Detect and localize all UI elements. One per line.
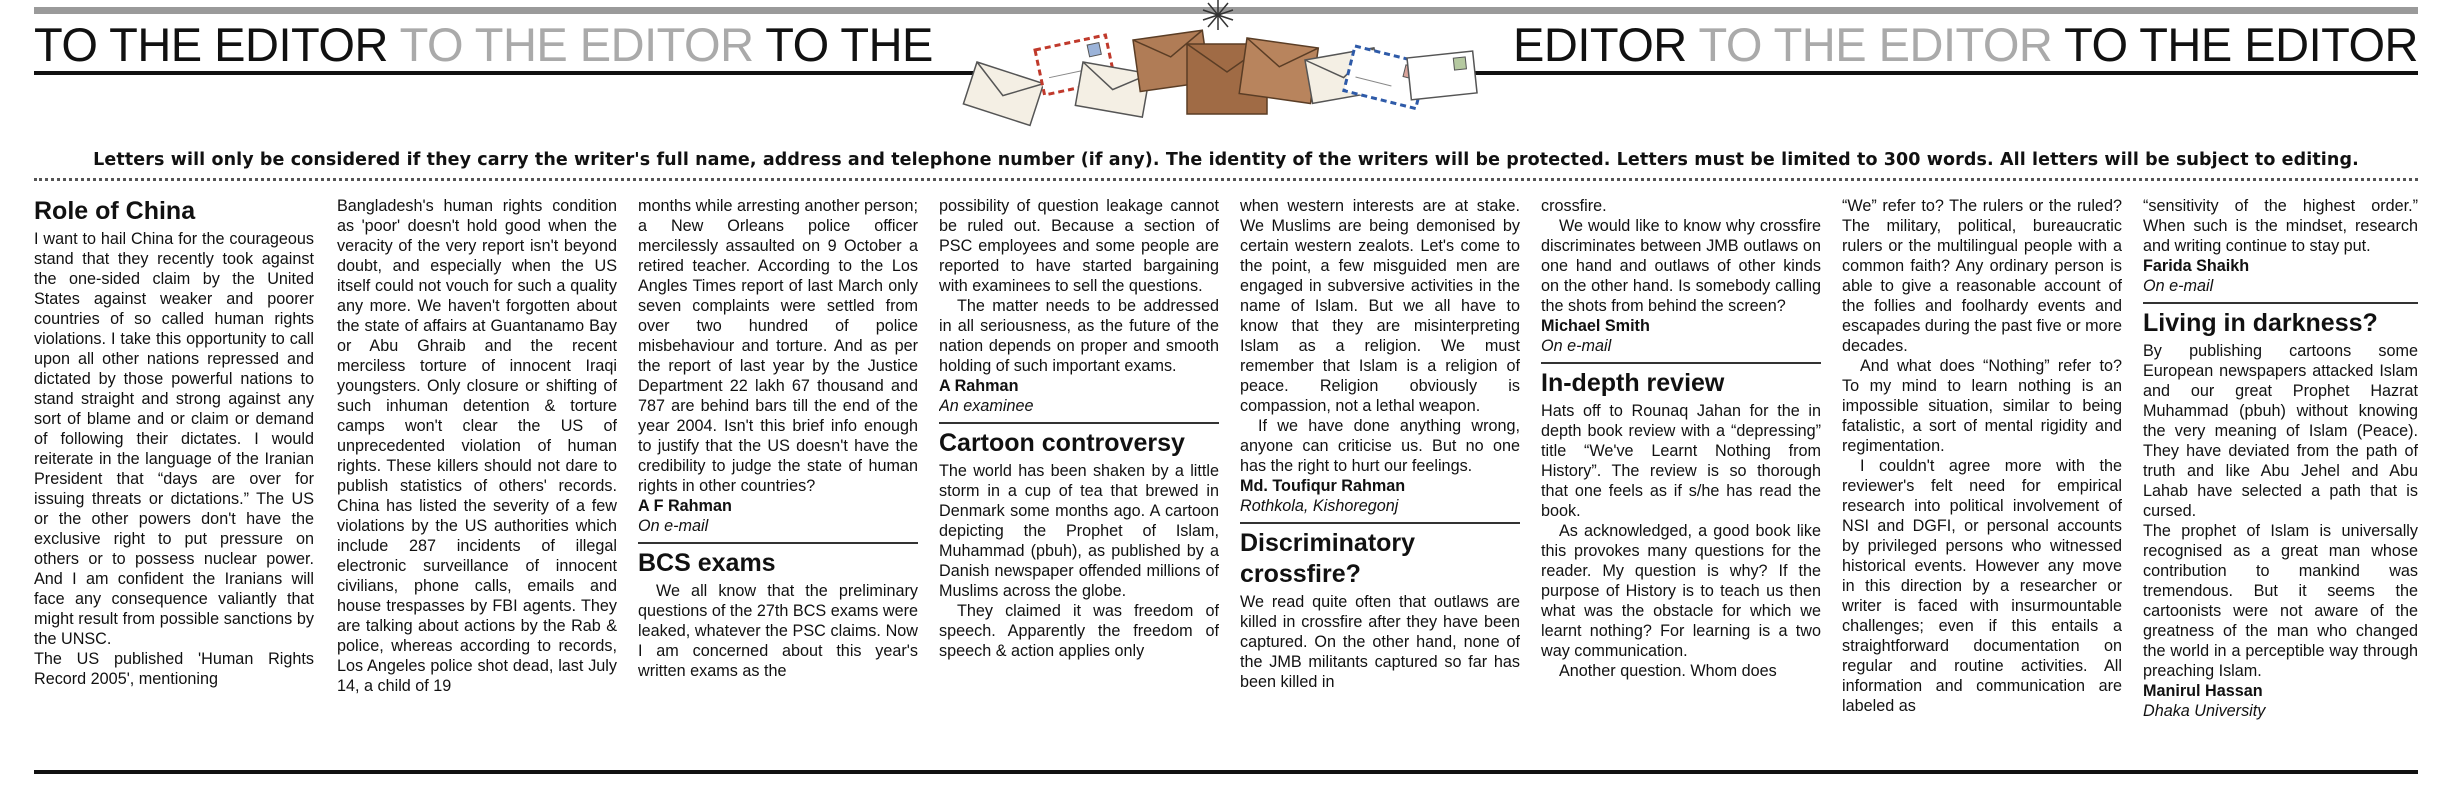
letter-author: Farida Shaikh: [2143, 257, 2250, 275]
letter-paragraph-continued: possibility of question leakage cannot be ruled out. Because a section of PSC employees and some people are reported to have started bargaining with examinees to sell the questions.: [939, 197, 1219, 295]
letter-paragraph: We would like to know why crossfire discriminates between JMB outlaws on one hand and outlaws of other kinds on the other hand. Is somebody calling the shots from behind the screen?: [1541, 217, 1821, 315]
column-1: [34, 196, 314, 766]
masthead-rule-right: [1455, 71, 2418, 75]
masthead-text: TO THE EDITOR: [34, 18, 388, 71]
letter-paragraph: Another question. Whom does: [1559, 662, 1777, 680]
letter-paragraph-continued: months while arresting another person; a New Orleans police officer mercilessly assaulted on 9 October a retired teacher. According to the Los Angles Times report of last March only seven complaints were settled from over two hundred of police misbehaviour and torture. And as per the report of last year by the Justice Department 22 lakh 67 thousand and 787 are behind bars till the end of the year 2004. Isn't this brief info enough to justify that the US doesn't have the credibility to judge the state of human rights in other countries?: [638, 197, 918, 495]
letter-location: An examinee: [939, 397, 1034, 415]
letter-paragraph-continued: crossfire.: [1541, 197, 1607, 215]
letter-paragraph: We read quite often that outlaws are killed in crossfire after they have been captured. On the other hand, none of the JMB militants captured so far has been killed in: [1240, 593, 1520, 691]
bottom-rule: [34, 770, 2418, 774]
letter-heading: Cartoon controversy: [939, 422, 1219, 459]
letter-paragraph: They claimed it was freedom of speech. Apparently the freedom of speech & action applies only: [939, 602, 1219, 660]
column-2: [337, 196, 617, 766]
column-3: [638, 196, 918, 766]
masthead-text: TO THE: [765, 18, 933, 71]
envelope-icon: [963, 62, 1043, 125]
envelopes-illustration: [955, 0, 1495, 140]
letter-paragraph: And what does “Nothing” refer to? To my mind to learn nothing is an impossible situation, similar to being fatalistic, a sort of mental rigidity and regimentation.: [1842, 357, 2122, 455]
letter-author: Michael Smith: [1541, 317, 1650, 335]
envelope-icon: [1407, 51, 1477, 100]
letter-paragraph-continued: “We” refer to? The rulers or the ruled? The military, political, bureaucratic rulers or the multilingual people with a common faith? Any ordinary person is able to give a reasonable account of the follies and foolhardy events and escapades during the past five or more decades.: [1842, 197, 2122, 355]
masthead-text: EDITOR: [1513, 18, 1687, 71]
starburst-icon: [1203, 0, 1233, 30]
letter-paragraph: I want to hail China for the courageous stand that they recently took against the one-sided claim by the United States against weaker and poorer countries of so called human rights violations. I take this opportunity to call upon all other nations repressed and dictated by those powerful nations to stand straight and strong against any sort of blame and or claim or demand of following their dictates. I would reiterate in the language of the Iranian President that “days are over for issuing threats or dictations.” The US or the other powers don't have the exclusive right to put pressure on others or to possess nuclear power. And I am confident the Iranians will face any consequence valiantly that might result from possible sanctions by the UNSC.: [34, 230, 314, 648]
masthead-text-faded: TO THE EDITOR: [1698, 18, 2053, 71]
letter-paragraph: Hats off to Rounaq Jahan for the in depth book review with a “depressing” title “We've Learnt Nothing from History”. The review is so thorough that one feels as if s/he has read the book.: [1541, 402, 1821, 520]
letter-paragraph: By publishing cartoons some European newspapers attacked Islam and our great Prophet Hazrat Muhammad (pbuh) without knowing the very meaning of Islam (Peace). They have deviated from the path of truth and like Abu Jehel and Abu Lahab have selected a path that is cursed.: [2143, 342, 2418, 520]
letter-paragraph-continued: Bangladesh's human rights condition as 'poor' doesn't hold good when the veracity of the very report isn't beyond doubt, and especially when the US itself could not vouch for such a quality any more. We haven't forgotten about the state of affairs at Guantanamo Bay or Abu Ghraib and the recent merciless torture of innocent Iraqi youngsters. Only closure or shifting of such inhuman detention & torture camps won't clear the US of unprecedented violation of human rights. These killers should not dare to publish statistics of others' records. China has listed the severity of a few violations by the US authorities which include 287 incidents of illegal electronic surveillance of innocent civilians, phone calls, emails and house trespasses by FBI agents. They are talking about actions by the Rab & police, whereas according to records, Los Angeles police shot dead, last July 14, a child of 19: [337, 197, 617, 695]
letter-author: A F Rahman: [638, 497, 732, 515]
letter-location: On e-mail: [1541, 337, 1612, 355]
column-6: [1541, 196, 1821, 766]
letter-paragraph: I couldn't agree more with the reviewer's felt need for empirical research into political involvement of NSI and DGFI, or personal accounts by privileged persons who witnessed historical events. However any move in this direction by a researcher or writer is faced with insurmountable challenges; even if this entails a straightforward documentation on regular and routine activities. All information and communication are labeled as: [1842, 457, 2122, 715]
letter-paragraph: As acknowledged, a good book like this provokes many questions for the reader. My question is why? If the purpose of History is to teach us then what was the obstacle for which we learnt nothing? For learning is a two way communication.: [1541, 522, 1821, 660]
letter-paragraph: The matter needs to be addressed in all seriousness, as the future of the nation depends on proper and smooth holding of such important exams.: [939, 297, 1219, 375]
letter-heading: Role of China: [34, 197, 196, 225]
letter-author: Manirul Hassan: [2143, 682, 2263, 700]
masthead-text-faded: TO THE EDITOR: [399, 18, 754, 71]
letter-author: A Rahman: [939, 377, 1019, 395]
letter-paragraph: The US published 'Human Rights Record 2005', mentioning: [34, 650, 314, 688]
column-8: [2143, 196, 2418, 766]
letter-paragraph: If we have done anything wrong, anyone can criticise us. But no one has the right to hurt our feelings.: [1240, 417, 1520, 475]
letter-location: Rothkola, Kishoregonj: [1240, 497, 1399, 515]
masthead-left: [34, 16, 933, 74]
letter-location: On e-mail: [2143, 277, 2214, 295]
dotted-divider: [34, 178, 2418, 181]
submission-notice: Letters will only be considered if they carry the writer's full name, address and telephone number (if any). The identity of the writers will be protected. Letters must be limited to 300 words. All letters will be subject to editing.: [93, 150, 2359, 170]
letter-heading: Discriminatory crossfire?: [1240, 522, 1520, 590]
masthead-right: [1513, 16, 2418, 74]
letter-heading: BCS exams: [638, 542, 918, 579]
letter-location: Dhaka University: [2143, 702, 2266, 720]
masthead-rule-left: [34, 71, 979, 75]
letter-paragraph: The prophet of Islam is universally recognised as a great man whose contribution to mankind was tremendous. But it seems the cartoonists were not aware of the greatness of the man who changed the world in a perceptible way through preaching Islam.: [2143, 522, 2418, 680]
letter-location: On e-mail: [638, 517, 709, 535]
column-7: [1842, 196, 2122, 766]
letter-paragraph: The world has been shaken by a little storm in a cup of tea that brewed in Denmark some months ago. A cartoon depicting the Prophet of Islam, Muhammad (pbuh), as published by a Danish newspaper offended millions of Muslims across the globe.: [939, 462, 1219, 600]
column-5: [1240, 196, 1520, 766]
letter-paragraph-continued: “sensitivity of the highest order.” When such is the mindset, research and writing continue to stay put.: [2143, 197, 2418, 255]
letter-heading: Living in darkness?: [2143, 302, 2418, 339]
letter-heading: In-depth review: [1541, 362, 1821, 399]
letter-author: Md. Toufiqur Rahman: [1240, 477, 1406, 495]
masthead-text: TO THE EDITOR: [2064, 18, 2418, 71]
letter-paragraph: We all know that the preliminary questions of the 27th BCS exams were leaked, whatever the PSC claims. Now I am concerned about this year's written exams as the: [638, 582, 918, 680]
column-4: [939, 196, 1219, 766]
letter-paragraph-continued: when western interests are at stake. We Muslims are being demonised by certain western zealots. Let's come to the point, a few misguided men are engaged in subversive activities in the name of Islam. But we all have to know that they are misinterpreting Islam as a religion. We must remember that Islam is a religion of peace. Religion obviously is compassion, not a lethal weapon.: [1240, 197, 1520, 415]
